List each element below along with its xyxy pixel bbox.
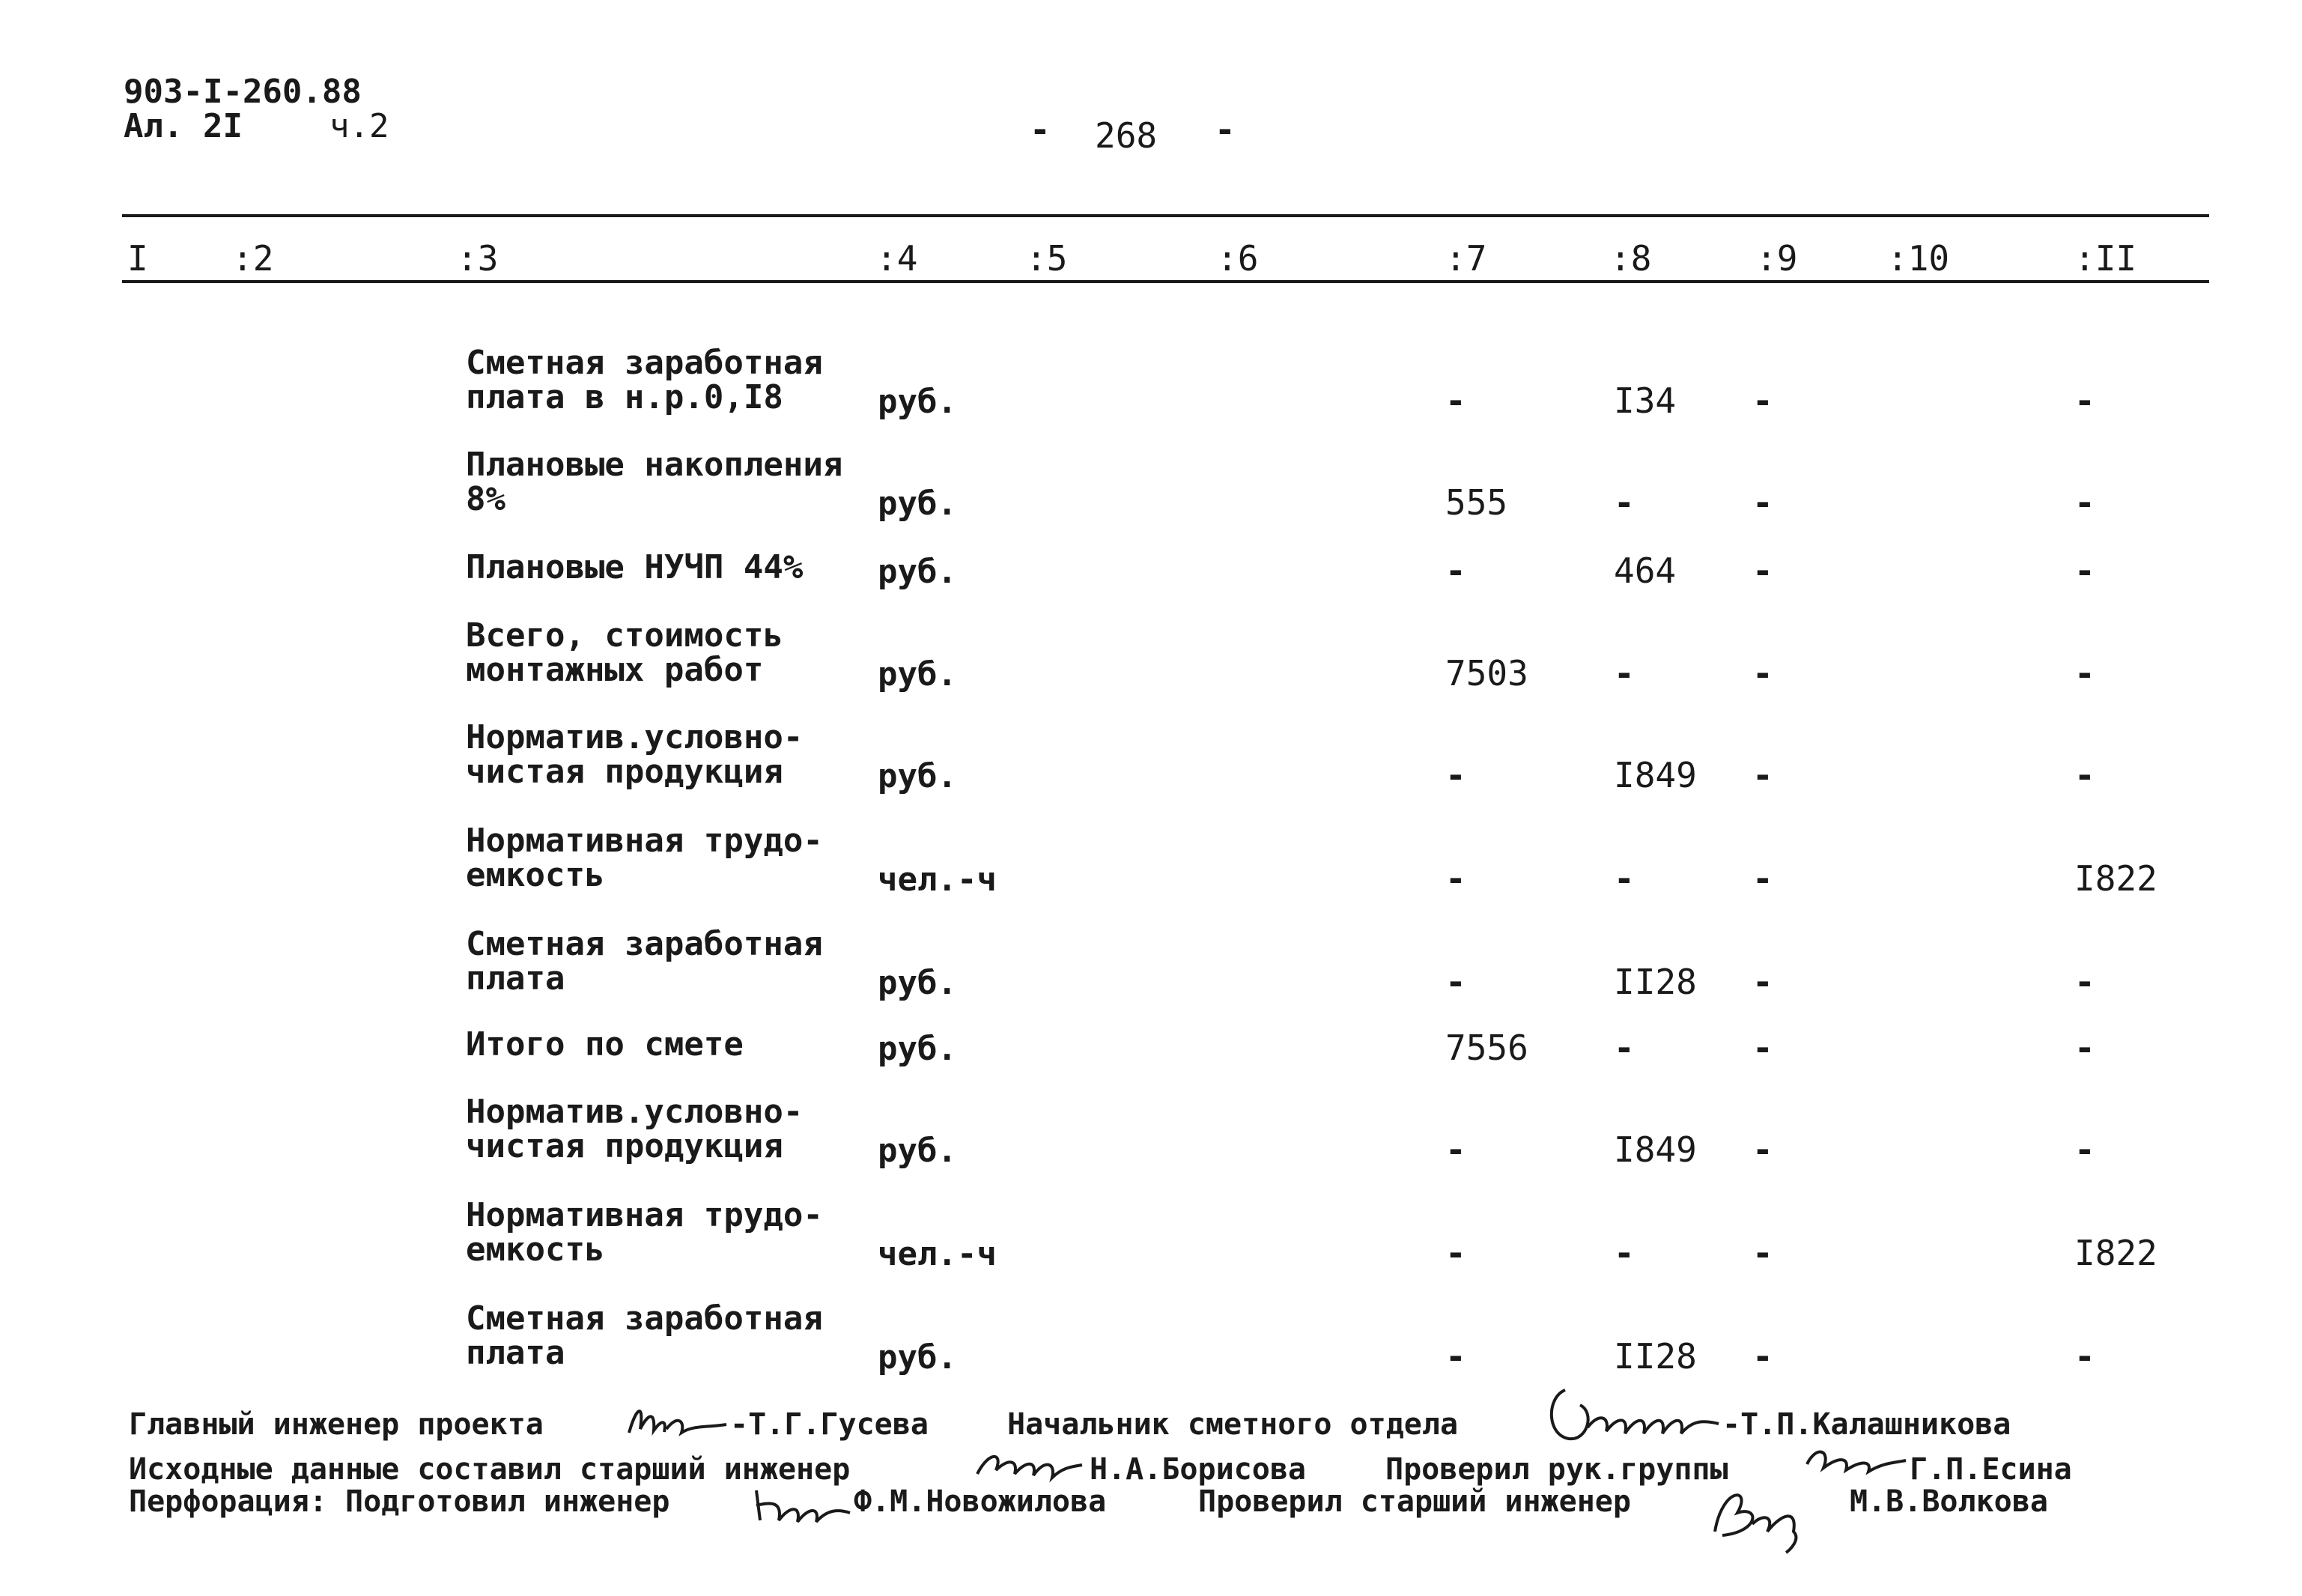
handwritten-signature-kalashnikova	[1543, 1383, 1722, 1450]
sig-chief-engineer-label: Главный инженер проекта	[129, 1407, 544, 1442]
row-name-line: емкость	[466, 856, 605, 894]
dash-value: -	[2074, 1129, 2095, 1170]
dash-value: -	[1614, 482, 1635, 523]
dash-value: -	[1752, 1028, 1773, 1068]
dash-value: -	[1752, 1233, 1773, 1273]
row-name-line: 8%	[466, 480, 505, 518]
numeric-value: 464	[1614, 550, 1677, 591]
row-unit: руб.	[878, 485, 957, 523]
dash-value: -	[2074, 1336, 2095, 1377]
dash-value: -	[1445, 1129, 1466, 1170]
row-unit: руб.	[878, 1132, 957, 1170]
row-name-line: емкость	[466, 1231, 605, 1269]
row-name-line: чистая продукция	[466, 1127, 783, 1165]
row-name-line: плата	[466, 959, 565, 998]
handwritten-signature-guseva	[625, 1399, 730, 1444]
row-name-line: Сметная заработная	[466, 344, 823, 382]
sig-prepared-by-label: Исходные данные составил старший инженер	[129, 1452, 851, 1487]
dash-value: -	[1614, 858, 1635, 899]
table-top-rule	[122, 214, 2209, 217]
numeric-value: I822	[2074, 858, 2157, 899]
dash-value: -	[1752, 380, 1773, 421]
numeric-value: II28	[1614, 962, 1697, 1002]
row-name-line: Всего, стоимость	[466, 616, 783, 655]
row-name-line: Итого по смете	[466, 1025, 744, 1064]
handwritten-signature-volkova	[1707, 1479, 1820, 1554]
row-unit: руб.	[878, 553, 957, 591]
row-name-line: Сметная заработная	[466, 925, 823, 963]
handwritten-signature-esina	[1801, 1442, 1910, 1479]
row-name-line: Плановые НУЧП 44%	[466, 548, 804, 586]
row-unit: руб.	[878, 655, 957, 694]
sheet-label: Ал. 2I	[124, 107, 243, 145]
dash-value: -	[1445, 380, 1466, 421]
row-name-line: плата в н.р.0,I8	[466, 378, 783, 416]
dash-value: -	[1445, 1233, 1466, 1273]
sig-group-lead-label: Проверил рук.группы	[1385, 1452, 1728, 1487]
row-unit: чел.-ч	[878, 1235, 997, 1273]
page-number: 268	[1095, 115, 1158, 156]
column-header-7: :7	[1445, 238, 1487, 279]
sig-head-estimate-dept-label: Начальник сметного отдела	[1007, 1407, 1459, 1442]
dash-value: -	[1752, 653, 1773, 694]
numeric-value: I849	[1614, 755, 1697, 795]
row-name-line: Нормативная трудо-	[466, 1196, 823, 1234]
dash-value: -	[1445, 962, 1466, 1002]
column-header-11: :II	[2074, 238, 2137, 279]
dash-value: -	[2074, 962, 2095, 1002]
dash-value: -	[1752, 962, 1773, 1002]
row-unit: чел.-ч	[878, 861, 997, 899]
dash-value: -	[2074, 482, 2095, 523]
handwritten-signature-novozhilova	[749, 1483, 854, 1528]
page-dash-left: -	[1030, 109, 1051, 150]
document-code: 903-I-260.88	[124, 73, 362, 111]
dash-value: -	[1445, 550, 1466, 591]
dash-value: -	[1614, 1028, 1635, 1068]
row-name-line: Норматив.условно-	[466, 1093, 804, 1131]
row-unit: руб.	[878, 1030, 957, 1068]
dash-value: -	[1445, 858, 1466, 899]
numeric-value: I822	[2074, 1233, 2157, 1273]
sig-novozhilova-name: Ф.М.Новожилова	[854, 1484, 1107, 1519]
dash-value: -	[2074, 550, 2095, 591]
row-unit: руб.	[878, 1338, 957, 1377]
dash-value: -	[1752, 550, 1773, 591]
numeric-value: 7556	[1445, 1028, 1528, 1068]
dash-value: -	[1752, 482, 1773, 523]
sig-guseva-name: -Т.Г.Гусева	[730, 1407, 929, 1442]
dash-value: -	[2074, 653, 2095, 694]
numeric-value: I849	[1614, 1129, 1697, 1170]
part-label: ч.2	[329, 107, 389, 145]
column-header-6: :6	[1217, 238, 1259, 279]
column-header-9: :9	[1756, 238, 1798, 279]
numeric-value: 555	[1445, 482, 1508, 523]
row-name-line: Плановые накопления	[466, 446, 843, 484]
row-unit: руб.	[878, 383, 957, 421]
dash-value: -	[2074, 1028, 2095, 1068]
dash-value: -	[2074, 755, 2095, 795]
sig-borisova-name: Н.А.Борисова	[1090, 1452, 1306, 1487]
handwritten-signature-borisova	[974, 1444, 1086, 1485]
sig-perforation-label: Перфорация: Подготовил инженер	[129, 1484, 670, 1519]
dash-value: -	[2074, 380, 2095, 421]
row-name-line: Нормативная трудо-	[466, 822, 823, 860]
row-name-line: чистая продукция	[466, 753, 783, 791]
sig-esina-name: Г.П.Есина	[1910, 1452, 2072, 1487]
dash-value: -	[1445, 755, 1466, 795]
dash-value: -	[1614, 1233, 1635, 1273]
column-header-4: :4	[876, 238, 918, 279]
column-header-5: :5	[1026, 238, 1068, 279]
page-dash-right: -	[1215, 109, 1236, 150]
row-unit: руб.	[878, 757, 957, 795]
row-name-line: Норматив.условно-	[466, 718, 804, 756]
row-name-line: монтажных работ	[466, 651, 764, 689]
row-unit: руб.	[878, 964, 957, 1002]
sig-kalashnikova-name: -Т.П.Калашникова	[1722, 1407, 2011, 1442]
dash-value: -	[1752, 858, 1773, 899]
dash-value: -	[1445, 1336, 1466, 1377]
table-header-rule	[122, 280, 2209, 283]
sig-senior-engineer-label: Проверил старший инженер	[1198, 1484, 1631, 1519]
numeric-value: II28	[1614, 1336, 1697, 1377]
column-header-10: :10	[1887, 238, 1950, 279]
column-header-3: :3	[457, 238, 499, 279]
sig-volkova-name: М.В.Волкова	[1850, 1484, 2048, 1519]
numeric-value: I34	[1614, 380, 1677, 421]
row-name-line: Сметная заработная	[466, 1299, 823, 1338]
dash-value: -	[1614, 653, 1635, 694]
column-header-2: :2	[232, 238, 274, 279]
dash-value: -	[1752, 755, 1773, 795]
numeric-value: 7503	[1445, 653, 1528, 694]
dash-value: -	[1752, 1129, 1773, 1170]
column-header-8: :8	[1610, 238, 1652, 279]
column-header-1: I	[127, 238, 148, 279]
dash-value: -	[1752, 1336, 1773, 1377]
row-name-line: плата	[466, 1334, 565, 1372]
